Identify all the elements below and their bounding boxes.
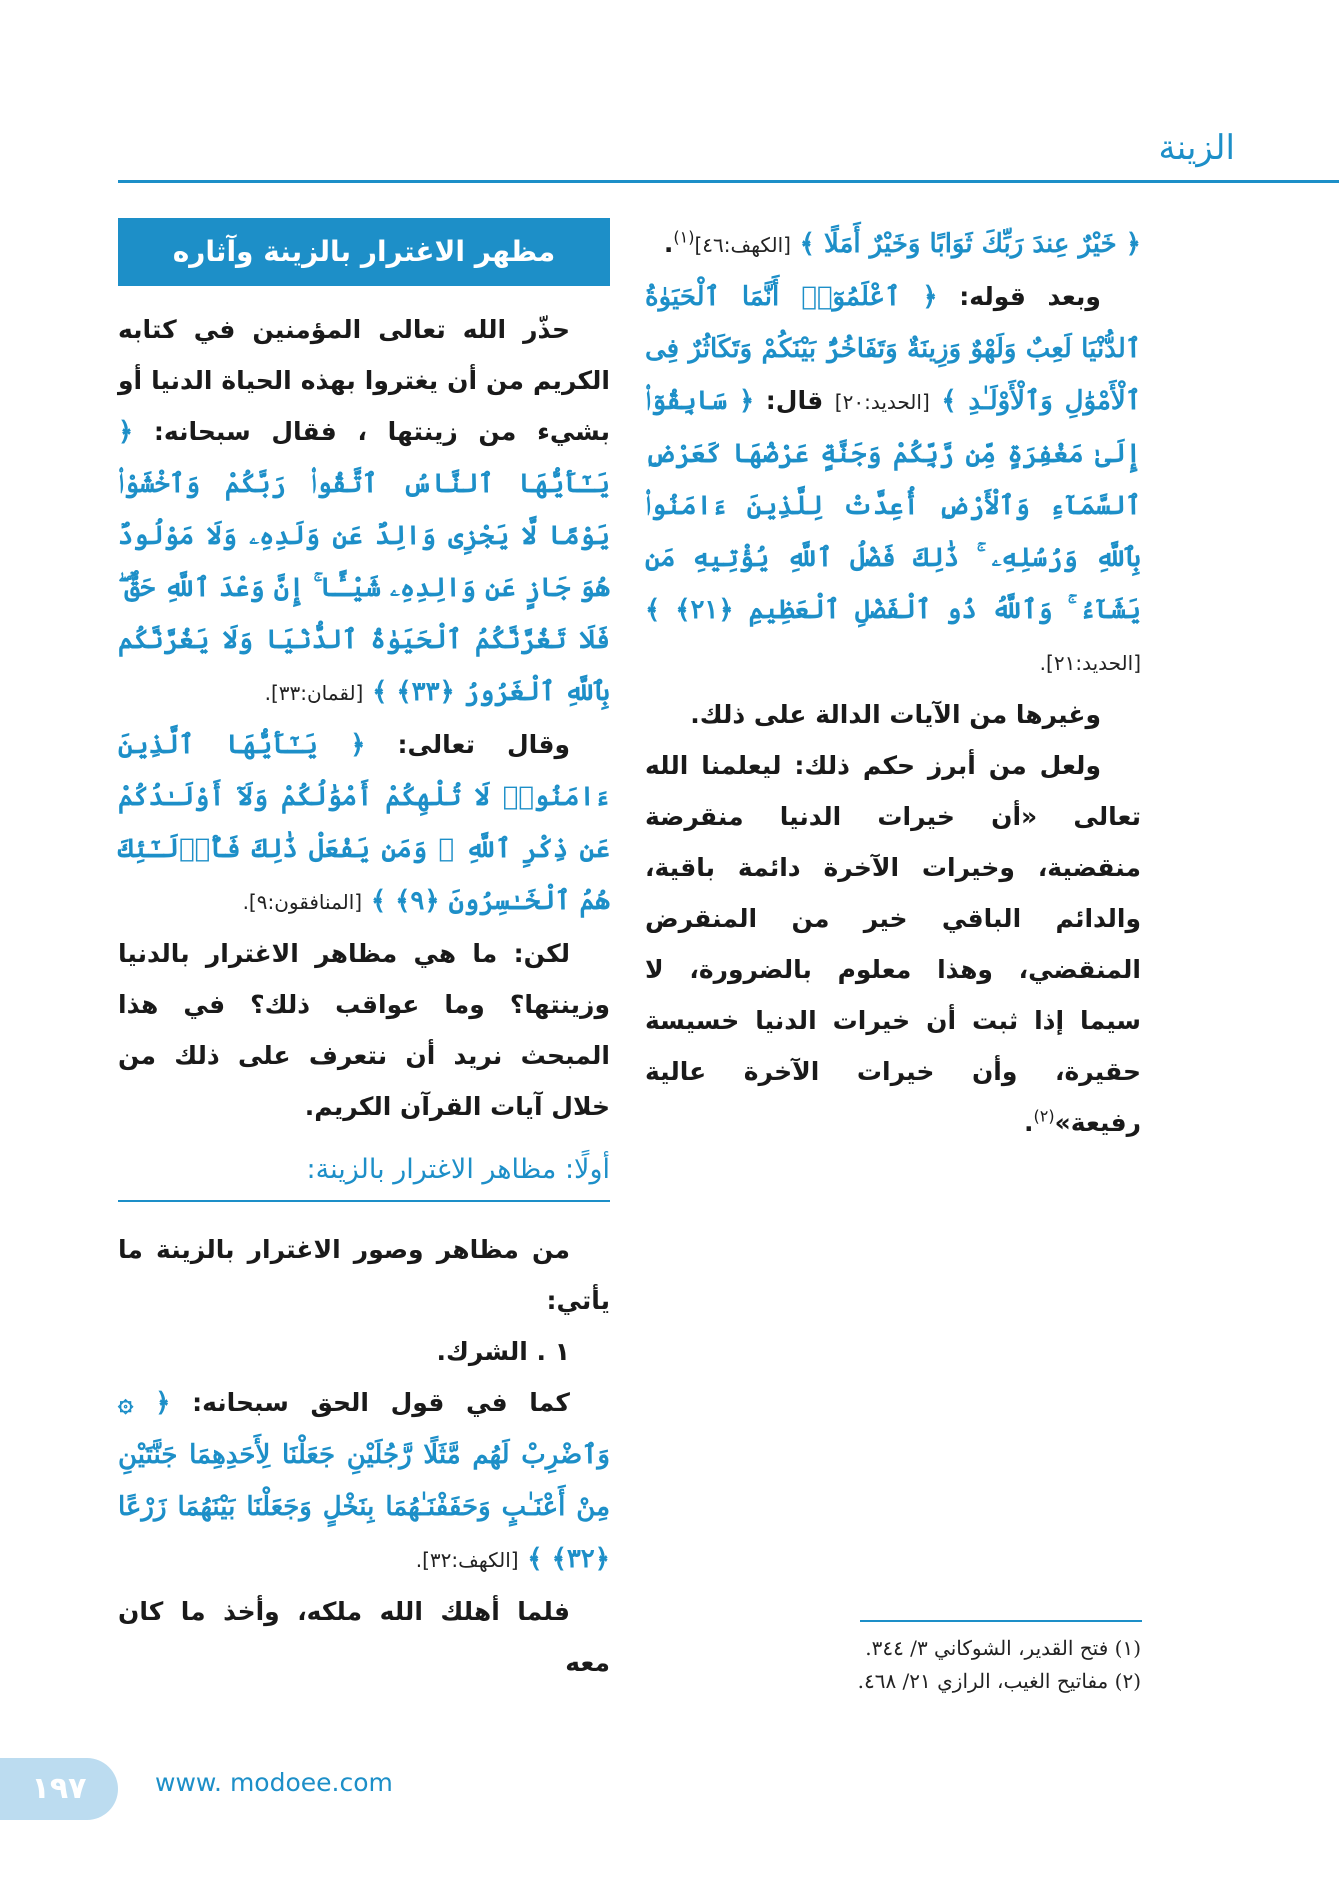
paragraph-munafiqun xyxy=(118,719,610,928)
quran-verse: ﴿ يَـٰٓأَيُّهَا ٱلنَّاسُ ٱتَّقُوا۟ رَبَّكُمْ وَٱخْشَوْا۟ يَوْمًا لَّا يَجْزِى وَالِدٌ عَن وَلَدِهِۦ وَلَا مَوْلُودٌ هُوَ جَازٍ عَن وَالِدِهِۦ شَيْـًٔا ۚ إِنَّ وَعْدَ ٱللَّهِ حَقٌّ ۖ فَلَا تَغُرَّنَّكُمُ ٱلْحَيَوٰةُ ٱلدُّنْيَا وَلَا يَغُرَّنَّكُم بِٱللَّهِ ٱلْغَرُورُ ﴿٣٣﴾ ﴾ xyxy=(118,417,610,707)
paragraph-hadid xyxy=(645,271,1141,689)
quran-verse: ﴿ سَابِقُوٓا۟ إِلَىٰ مَغْفِرَةٍ مِّن رَّبِّكُمْ وَجَنَّةٍ عَرْضُهَا كَعَرْضِ ٱلسَّمَآءِ وَٱلْأَرْضِ أُعِدَّتْ لِلَّذِينَ ءَامَنُوا۟ بِٱللَّهِ وَرُسُلِهِۦ ۚ ذَٰلِكَ فَضْلُ ٱللَّهِ يُؤْتِيهِ مَن يَشَآءُ ۚ وَٱللَّهُ ذُو ٱلْفَضْلِ ٱلْعَظِيمِ ﴿٢١﴾ ﴾ xyxy=(645,386,1141,625)
right-column xyxy=(645,218,1141,1148)
paragraph-text: وغيرها من الآيات الدالة على ذلك. xyxy=(690,700,1101,729)
paragraph-kahf32 xyxy=(118,1377,610,1586)
footnote-marker[interactable]: (٢) xyxy=(1033,1106,1055,1126)
paragraph-text: فلما أهلك الله ملكه، وأخذ ما كان معه xyxy=(118,1597,610,1677)
section-heading: مظهر الاغترار بالزينة وآثاره xyxy=(118,218,610,286)
verse-reference: [الحديد:٢١]. xyxy=(1039,651,1141,675)
footnotes xyxy=(645,1632,1141,1698)
paragraph-text: ولعل من أبرز حكم ذلك: ليعلمنا الله تعالى «أن خيرات الدنيا منقرضة منقضية، وخيرات الآخرة دائمة باقية، والدائم الباقي خير من المنقرض المنقضي، وهذا معلوم بالضرورة، لا سيما إذا ثبت أن خيرات الدنيا خسيسة حقيرة، وأن خيرات الآخرة عالية رفيعة» xyxy=(645,751,1141,1137)
verse-reference: [الكهف:٤٦] xyxy=(694,233,791,257)
footnote-rule xyxy=(860,1620,1142,1622)
website-link[interactable]: www. modoee.com xyxy=(155,1768,393,1797)
verse-reference: [لقمان:٣٣]. xyxy=(264,681,364,705)
header-rule xyxy=(118,180,1339,183)
verse-reference: [الكهف:٣٢]. xyxy=(415,1548,519,1572)
verse-reference: [الحديد:٢٠] xyxy=(834,390,930,414)
quran-verse: ﴿ ٱعْلَمُوٓا۟ أَنَّمَا ٱلْحَيَوٰةُ ٱلدُّنْيَا لَعِبٌ وَلَهْوٌ وَزِينَةٌ وَتَفَاخُرٌۢ بَيْنَكُمْ وَتَكَاثُرٌ فِى ٱلْأَمْوَٰلِ وَٱلْأَوْلَـٰدِ ﴾ xyxy=(645,282,1141,416)
paragraph-intro: وبعد قوله: xyxy=(959,282,1101,311)
paragraph-text: لكن: ما هي مظاهر الاغترار بالدنيا وزينتها؟ وما عواقب ذلك؟ في هذا المبحث نريد أن نتعرف على ذلك من خلال آيات القرآن الكريم. xyxy=(118,939,610,1121)
paragraph-text: قال: xyxy=(765,386,824,415)
quran-verse: ﴿ ۞ وَٱضْرِبْ لَهُم مَّثَلًا رَّجُلَيْنِ جَعَلْنَا لِأَحَدِهِمَا جَنَّتَيْنِ مِنْ أَعْنَـٰبٍ وَحَفَفْنَـٰهُمَا بِنَخْلٍ وَجَعَلْنَا بَيْنَهُمَا زَرْعًا ﴿٣٢﴾ ﴾ xyxy=(118,1388,610,1574)
punctuation: . xyxy=(663,229,674,258)
paragraph-text: من مظاهر وصور الاغترار بالزينة ما يأتي: xyxy=(118,1235,610,1315)
footnote-item: (١) فتح القدير، الشوكاني ٣/ ٣٤٤. xyxy=(865,1636,1141,1660)
paragraph-luqman xyxy=(118,304,610,719)
subheading: أولًا: مظاهر الاغترار بالزينة: xyxy=(118,1146,610,1202)
paragraph-verse-kahf46 xyxy=(645,218,1141,271)
quran-verse: ﴿ خَيْرٌ عِندَ رَبِّكَ ثَوَابًا وَخَيْرٌ أَمَلًا ﴾ xyxy=(799,229,1141,259)
left-column xyxy=(118,218,610,1688)
paragraph-intro: كما في قول الحق سبحانه: xyxy=(192,1388,570,1417)
paragraph-intro: وقال تعالى: xyxy=(397,730,570,759)
running-header-title: الزينة xyxy=(1158,128,1235,168)
footnote-item: (٢) مفاتيح الغيب، الرازي ٢١/ ٤٦٨. xyxy=(857,1669,1141,1693)
paragraph-text: حذّر الله تعالى المؤمنين في كتابه الكريم من أن يغتروا بهذه الحياة الدنيا أو بشيء من زينتها ، فقال سبحانه: xyxy=(118,315,610,446)
quran-verse: ﴿ يَـٰٓأَيُّهَا ٱلَّذِينَ ءَامَنُوا۟ لَا تُلْهِكُمْ أَمْوَٰلُكُمْ وَلَآ أَوْلَـٰدُكُمْ عَن ذِكْرِ ٱللَّهِ ۚ وَمَن يَفْعَلْ ذَٰلِكَ فَأُو۟لَـٰٓئِكَ هُمُ ٱلْخَـٰسِرُونَ ﴿٩﴾ ﴾ xyxy=(118,730,610,916)
paragraph-wisdom xyxy=(645,740,1141,1148)
verse-reference: [المنافقون:٩]. xyxy=(242,890,363,914)
footnote-marker[interactable]: (١) xyxy=(673,227,695,247)
page-number-badge: ١٩٧ xyxy=(0,1758,118,1820)
list-item: ١ . الشرك. xyxy=(436,1337,570,1366)
punctuation: . xyxy=(1024,1108,1034,1137)
